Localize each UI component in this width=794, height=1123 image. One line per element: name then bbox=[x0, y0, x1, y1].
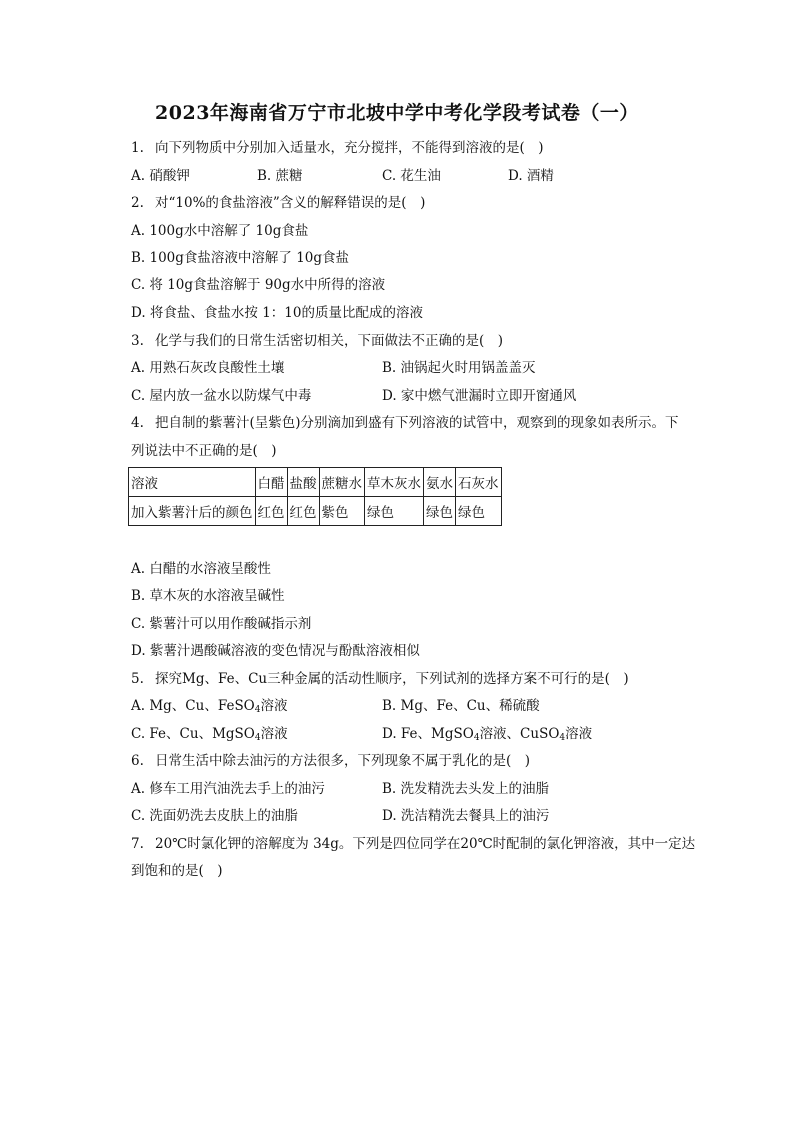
question-4-line-2: 列说法中不正确的是( ) bbox=[131, 443, 277, 459]
q6-option-a: A. 修车工用汽油洗去手上的油污 bbox=[131, 781, 325, 797]
question-7-line-2: 到饱和的是( ) bbox=[131, 863, 223, 879]
subscript: 4 bbox=[254, 705, 261, 715]
q4-option-b: B. 草木灰的水溶液呈碱性 bbox=[131, 588, 285, 604]
table-cell: 绿色 bbox=[424, 497, 456, 526]
q2-option-d: D. 将食盐、食盐水按 1：10的质量比配成的溶液 bbox=[131, 305, 423, 321]
q1-option-a: A. 硝酸钾 bbox=[131, 168, 190, 184]
q2-option-b: B. 100g食盐溶液中溶解了 10g食盐 bbox=[131, 250, 350, 266]
q3-option-a: A. 用熟石灰改良酸性土壤 bbox=[131, 360, 285, 376]
option-text: 溶液 bbox=[260, 698, 288, 714]
table-cell: 蔗糖水 bbox=[319, 468, 365, 497]
q6-option-d: D. 洗洁精洗去餐具上的油污 bbox=[382, 808, 550, 824]
question-5 bbox=[131, 670, 629, 688]
table-cell: 加入紫薯汁后的颜色 bbox=[129, 497, 256, 526]
question-text-line-1: 20℃时氯化钾的溶解度为 34g。下列是四位同学在20℃时配制的氯化钾溶液，其中一定达 bbox=[155, 836, 696, 852]
subscript: 4 bbox=[254, 733, 261, 743]
table-cell: 溶液 bbox=[129, 468, 256, 497]
table-cell: 绿色 bbox=[456, 497, 502, 526]
question-number: 1. bbox=[131, 140, 144, 156]
table-cell: 石灰水 bbox=[456, 468, 502, 497]
option-text: C. Fe、Cu、MgSO bbox=[131, 726, 255, 742]
q5-option-d bbox=[382, 725, 592, 743]
option-text: 溶液、CuSO bbox=[479, 726, 560, 742]
q1-option-b: B. 蔗糖 bbox=[257, 168, 303, 184]
question-number: 3. bbox=[131, 333, 144, 349]
question-text-line-1: 把自制的紫薯汁(呈紫色)分别滴加到盛有下列溶液的试管中，观察到的现象如表所示。下 bbox=[155, 415, 679, 431]
question-1 bbox=[131, 139, 544, 157]
table-header-row bbox=[129, 468, 502, 497]
q1-option-c: C. 花生油 bbox=[382, 168, 441, 184]
table-cell: 紫色 bbox=[319, 497, 365, 526]
option-text: A. Mg、Cu、FeSO bbox=[131, 698, 255, 714]
q2-option-a: A. 100g水中溶解了 10g食盐 bbox=[131, 223, 309, 239]
question-text: 向下列物质中分别加入适量水，充分搅拌，不能得到溶液的是( ) bbox=[155, 140, 544, 156]
question-number: 6. bbox=[131, 753, 144, 769]
table-cell: 氨水 bbox=[424, 468, 456, 497]
option-text: 溶液 bbox=[260, 726, 288, 742]
question-2 bbox=[131, 194, 425, 212]
question-number: 5. bbox=[131, 671, 144, 687]
q6-option-b: B. 洗发精洗去头发上的油脂 bbox=[382, 781, 550, 797]
q3-option-c: C. 屋内放一盆水以防煤气中毒 bbox=[131, 388, 312, 404]
question-text: 日常生活中除去油污的方法很多，下列现象不属于乳化的是( ) bbox=[155, 753, 531, 769]
question-text: 化学与我们的日常生活密切相关，下面做法不正确的是( ) bbox=[155, 333, 504, 349]
table-row bbox=[129, 497, 502, 526]
question-3 bbox=[131, 332, 503, 350]
q5-option-c bbox=[131, 725, 288, 743]
q4-option-a: A. 白醋的水溶液呈酸性 bbox=[131, 561, 271, 577]
q3-option-d: D. 家中燃气泄漏时立即开窗通风 bbox=[382, 388, 577, 404]
q1-option-d: D. 酒精 bbox=[508, 168, 554, 184]
page-title: 2023年海南省万宁市北坡中学中考化学段考试卷（一） bbox=[155, 102, 639, 124]
question-text: 探究Mg、Fe、Cu三种金属的活动性顺序，下列试剂的选择方案不可行的是( ) bbox=[155, 671, 629, 687]
subscript: 4 bbox=[473, 733, 480, 743]
q3-option-b: B. 油锅起火时用锅盖盖灭 bbox=[382, 360, 536, 376]
question-4 bbox=[131, 414, 679, 432]
subscript: 4 bbox=[559, 733, 566, 743]
q2-option-c: C. 将 10g食盐溶解于 90g水中所得的溶液 bbox=[131, 277, 386, 293]
table-cell: 绿色 bbox=[365, 497, 424, 526]
table-cell: 草木灰水 bbox=[365, 468, 424, 497]
q6-option-c: C. 洗面奶洗去皮肤上的油脂 bbox=[131, 808, 298, 824]
table-cell: 盐酸 bbox=[287, 468, 319, 497]
question-7 bbox=[131, 835, 695, 853]
table-cell: 红色 bbox=[287, 497, 319, 526]
q4-option-d: D. 紫薯汁遇酸碱溶液的变色情况与酚酞溶液相似 bbox=[131, 643, 420, 659]
question-number: 7. bbox=[131, 836, 144, 852]
color-table bbox=[128, 467, 502, 526]
option-text: 溶液 bbox=[565, 726, 593, 742]
q4-option-c: C. 紫薯汁可以用作酸碱指示剂 bbox=[131, 616, 312, 632]
question-6 bbox=[131, 752, 530, 770]
table-cell: 白醋 bbox=[255, 468, 287, 497]
option-text: D. Fe、MgSO bbox=[382, 726, 474, 742]
question-text: 对“10%的食盐溶液”含义的解释错误的是( ) bbox=[155, 195, 426, 211]
table-cell: 红色 bbox=[255, 497, 287, 526]
q5-option-a bbox=[131, 697, 288, 715]
question-number: 4. bbox=[131, 415, 144, 431]
question-number: 2. bbox=[131, 195, 144, 211]
q5-option-b: B. Mg、Fe、Cu、稀硫酸 bbox=[382, 698, 540, 714]
